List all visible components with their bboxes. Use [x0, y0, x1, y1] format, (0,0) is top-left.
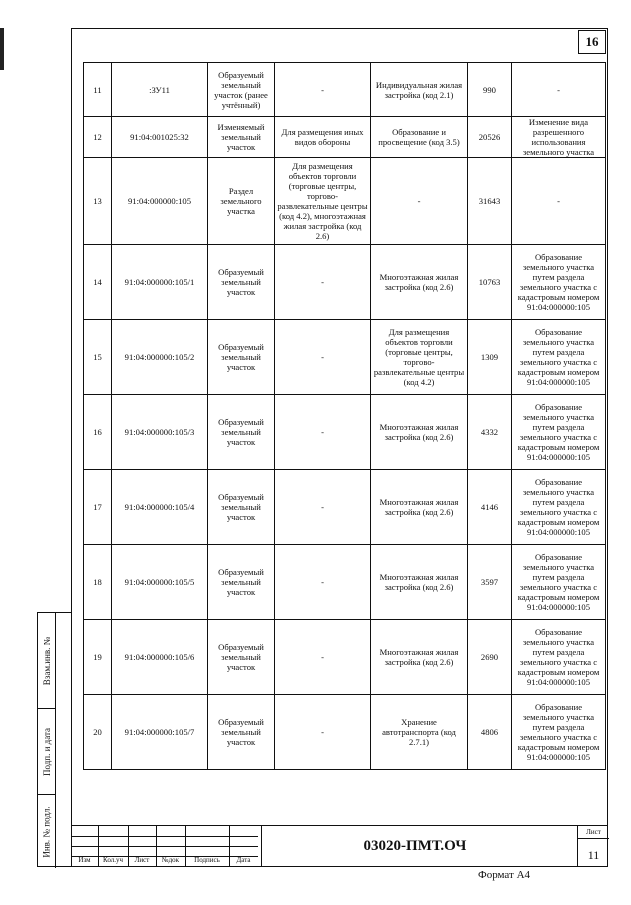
binding-mark: [0, 28, 4, 70]
note-cell: Образование земельного участка путем раздела земельного участка с кадастровым номером 91:04:000000:105: [512, 545, 606, 620]
row-number-cell: 16: [84, 395, 112, 470]
table-row: [84, 395, 606, 470]
plot-type-cell: Образуемый земельный участок: [208, 245, 275, 320]
land-plots-table: [83, 62, 606, 770]
old-use-cell: -: [275, 470, 371, 545]
new-use-cell: Хранение автотранспорта (код 2.7.1): [371, 695, 468, 770]
side-label-podp: Подп. и дата: [42, 727, 52, 777]
old-use-cell: -: [275, 545, 371, 620]
table-row: [84, 695, 606, 770]
cadastral-number-cell: 91:04:000000:105/4: [112, 470, 208, 545]
title-block-grid: [71, 826, 258, 868]
side-label-inv: Инв. № подл.: [42, 805, 52, 858]
new-use-cell: Многоэтажная жилая застройка (код 2.6): [371, 470, 468, 545]
area-cell: 31643: [468, 158, 512, 245]
area-cell: 4146: [468, 470, 512, 545]
area-cell: 2690: [468, 620, 512, 695]
row-number-cell: 12: [84, 117, 112, 158]
old-use-cell: Для размещения объектов торговли (торговые центры, торгово-развлекательные центры (код 4.2), многоэтажная жилая застройка (код 2.6): [275, 158, 371, 245]
old-use-cell: -: [275, 395, 371, 470]
area-cell: 990: [468, 63, 512, 117]
area-cell: 4332: [468, 395, 512, 470]
table-row: [84, 320, 606, 395]
table-row: [84, 63, 606, 117]
note-cell: -: [512, 63, 606, 117]
old-use-cell: -: [275, 245, 371, 320]
sheet-label: Лист: [586, 828, 601, 836]
plot-type-cell: Изменяемый земельный участок: [208, 117, 275, 158]
new-use-cell: Образование и просвещение (код 3.5): [371, 117, 468, 158]
row-number-cell: 11: [84, 63, 112, 117]
old-use-cell: -: [275, 620, 371, 695]
table-row: [84, 620, 606, 695]
area-cell: 1309: [468, 320, 512, 395]
stamp-col-podpis: Подпись: [194, 856, 220, 864]
stamp-col-list: Лист: [134, 856, 150, 864]
cadastral-number-cell: 91:04:000000:105/2: [112, 320, 208, 395]
note-cell: Изменение вида разрешенного использования земельного участка: [512, 117, 606, 158]
old-use-cell: -: [275, 695, 371, 770]
cadastral-number-cell: 91:04:000000:105/5: [112, 545, 208, 620]
new-use-cell: Многоэтажная жилая застройка (код 2.6): [371, 395, 468, 470]
row-number-cell: 14: [84, 245, 112, 320]
new-use-cell: -: [371, 158, 468, 245]
note-cell: Образование земельного участка путем раздела земельного участка с кадастровым номером 91:04:000000:105: [512, 695, 606, 770]
new-use-cell: Многоэтажная жилая застройка (код 2.6): [371, 545, 468, 620]
row-number-cell: 17: [84, 470, 112, 545]
area-cell: 4806: [468, 695, 512, 770]
row-number-cell: 15: [84, 320, 112, 395]
note-cell: Образование земельного участка путем раздела земельного участка с кадастровым номером 91:04:000000:105: [512, 620, 606, 695]
table-row: [84, 545, 606, 620]
new-use-cell: Для размещения объектов торговли (торговые центры, торгово-развлекательные центры (код 4.2): [371, 320, 468, 395]
format-label: Формат А4: [478, 869, 531, 881]
old-use-cell: Для размещения иных видов обороны: [275, 117, 371, 158]
plot-type-cell: Раздел земельного участка: [208, 158, 275, 245]
page-number: 16: [578, 30, 606, 54]
row-number-cell: 13: [84, 158, 112, 245]
row-number-cell: 18: [84, 545, 112, 620]
stamp-col-kolvo: Кол.уч: [103, 856, 123, 864]
new-use-cell: Многоэтажная жилая застройка (код 2.6): [371, 245, 468, 320]
cadastral-number-cell: 91:04:000000:105/1: [112, 245, 208, 320]
row-number-cell: 19: [84, 620, 112, 695]
document-code: 03020-ПМТ.ОЧ: [261, 826, 568, 867]
plot-type-cell: Образуемый земельный участок: [208, 620, 275, 695]
cadastral-number-cell: 91:04:000000:105/6: [112, 620, 208, 695]
cadastral-number-cell: 91:04:000000:105/3: [112, 395, 208, 470]
note-cell: Образование земельного участка путем раздела земельного участка с кадастровым номером 91:04:000000:105: [512, 395, 606, 470]
table-row: [84, 117, 606, 158]
note-cell: Образование земельного участка путем раздела земельного участка с кадастровым номером 91:04:000000:105: [512, 470, 606, 545]
new-use-cell: Индивидуальная жилая застройка (код 2.1): [371, 63, 468, 117]
cadastral-number-cell: 91:04:000000:105/7: [112, 695, 208, 770]
sheet-number: 11: [587, 848, 600, 862]
old-use-cell: -: [275, 63, 371, 117]
sheet-box: [577, 826, 609, 867]
title-block: [71, 825, 608, 867]
stamp-col-data: Дата: [236, 856, 251, 864]
plot-type-cell: Образуемый земельный участок: [208, 470, 275, 545]
note-cell: Образование земельного участка путем раздела земельного участка с кадастровым номером 91:04:000000:105: [512, 320, 606, 395]
plot-type-cell: Образуемый земельный участок: [208, 320, 275, 395]
plot-type-cell: Образуемый земельный участок: [208, 695, 275, 770]
area-cell: 20526: [468, 117, 512, 158]
area-cell: 3597: [468, 545, 512, 620]
note-cell: Образование земельного участка путем раздела земельного участка с кадастровым номером 91:04:000000:105: [512, 245, 606, 320]
area-cell: 10763: [468, 245, 512, 320]
note-cell: -: [512, 158, 606, 245]
cadastral-number-cell: 91:04:000000:105: [112, 158, 208, 245]
stamp-col-ndok: №док: [161, 856, 180, 864]
row-number-cell: 20: [84, 695, 112, 770]
new-use-cell: Многоэтажная жилая застройка (код 2.6): [371, 620, 468, 695]
old-use-cell: -: [275, 320, 371, 395]
plot-type-cell: Образуемый земельный участок: [208, 545, 275, 620]
side-stamp: [37, 612, 71, 867]
table-row: [84, 245, 606, 320]
plot-type-cell: Образуемый земельный участок: [208, 395, 275, 470]
cadastral-number-cell: 91:04:001025:32: [112, 117, 208, 158]
table-row: [84, 158, 606, 245]
side-label-vzam: Взам.инв. №: [42, 636, 52, 686]
cadastral-number-cell: :ЗУ11: [112, 63, 208, 117]
stamp-col-izm: Изм: [78, 856, 91, 864]
table-row: [84, 470, 606, 545]
plot-type-cell: Образуемый земельный участок (ранее учтённый): [208, 63, 275, 117]
